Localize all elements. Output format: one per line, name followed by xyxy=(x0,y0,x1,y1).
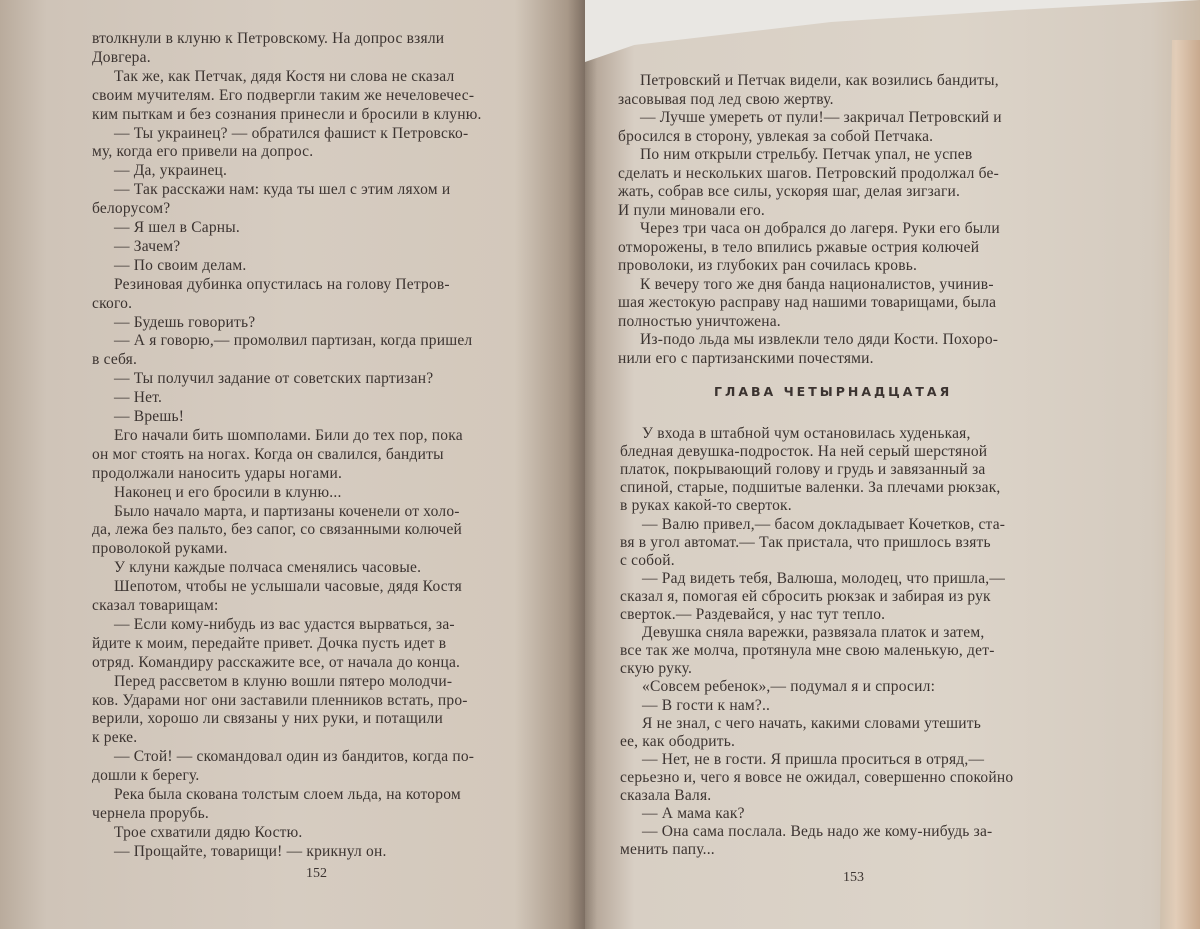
left-page-line: верили, хорошо ли связаны у них руки, и потащили xyxy=(92,710,443,728)
right-page-line: проволоки, из глубоких ран сочилась кровь. xyxy=(618,257,918,274)
left-page-line: Трое схватили дядю Костю. xyxy=(114,823,303,841)
right-page-line: Через три часа он добрался до лагеря. Руки его были xyxy=(640,220,1000,237)
right-page-line: менить папу... xyxy=(620,841,715,859)
right-page-line: сказала Валя. xyxy=(620,787,712,804)
left-page-line: йдите к моим, передайте привет. Дочка пусть идет в xyxy=(92,634,447,652)
right-page-line: нили его с партизанскими почестями. xyxy=(618,349,874,367)
left-page-line: сказал товарищам: xyxy=(92,597,219,614)
left-page-line: — Зачем? xyxy=(114,237,181,255)
right-page-line: сделать и нескольких шагов. Петровский продолжал бе- xyxy=(618,164,999,182)
right-page-line: — Нет, не в гости. Я пришла проситься в отряд,— xyxy=(642,750,985,768)
right-page-line: серьезно и, чего я вовсе не ожидал, совершенно спокойно xyxy=(620,768,1014,786)
right-page-line: с собой. xyxy=(620,551,675,569)
right-page-line: полностью уничтожена. xyxy=(618,312,781,330)
right-page-line: У входа в штабной чум остановилась худенькая, xyxy=(642,425,971,442)
left-page-line: ким пыткам и без сознания принесли и бросили в клуню. xyxy=(92,105,482,123)
left-page-line: ков. Ударами ног они заставили пленников встать, про- xyxy=(92,691,468,709)
right-page-line: бросился в сторону, увлекая за собой Петчака. xyxy=(618,127,934,145)
left-page-line: белорусом? xyxy=(92,200,171,218)
left-page-line: чернела прорубь. xyxy=(92,804,210,822)
left-page-line: к реке. xyxy=(92,729,138,747)
right-page-line: — Она сама послала. Ведь надо же кому-нибудь за- xyxy=(642,823,993,841)
left-page-line: отряд. Командиру расскажите все, от начала до конца. xyxy=(92,653,461,671)
right-page-line: И пули миновали его. xyxy=(618,201,765,219)
left-page-line: ского. xyxy=(92,294,133,312)
left-page-line: — Если кому-нибудь из вас удастся вырваться, за- xyxy=(114,615,455,633)
left-page-line: втолкнули в клуню к Петровскому. На допрос взяли xyxy=(92,30,445,47)
right-page-line: ее, как ободрить. xyxy=(620,732,736,750)
right-page-line: Я не знал, с чего начать, какими словами утешить xyxy=(642,714,982,732)
right-page-line: Из-подо льда мы извлекли тело дяди Кости. Похоро- xyxy=(640,331,999,348)
left-page-line: — Ты получил задание от советских партизан? xyxy=(114,370,434,388)
right-page-line: жать, собрав все силы, ускоряя шаг, делая зигзаги. xyxy=(618,183,961,200)
right-page-line: бледная девушка-подросток. На ней серый шерстяной xyxy=(620,443,988,461)
left-page-line: — Прощайте, товарищи! — крикнул он. xyxy=(114,842,387,860)
page-number-right: 153 xyxy=(843,870,864,885)
right-page-line: — Лучше умереть от пули!— закричал Петровский и xyxy=(640,109,1002,126)
right-page-line: отморожены, в тело впились ржавые острия колючей xyxy=(618,238,980,256)
left-page-line: Довгера. xyxy=(92,48,151,66)
left-page-line: да, лежа без пальто, без сапог, со связанными колючей xyxy=(92,521,463,539)
left-page-line: — Я шел в Сарны. xyxy=(114,219,240,236)
right-page-line: К вечеру того же дня банда националистов, учинив- xyxy=(640,275,994,293)
left-page-line: проволокой руками. xyxy=(92,540,228,558)
right-page-line: По ним открыли стрельбу. Петчак упал, не успев xyxy=(640,146,973,163)
right-page-line: — А мама как? xyxy=(642,805,745,823)
right-page-line: Петровский и Петчак видели, как возились бандиты, xyxy=(640,72,999,89)
left-page-line: своим мучителям. Его подвергли таким же нечеловечес- xyxy=(92,86,475,104)
left-page-line: Так же, как Петчак, дядя Костя ни слова не сказал xyxy=(114,67,455,85)
left-page-line: — По своим делам. xyxy=(114,256,247,274)
left-page-line: Река была скована толстым слоем льда, на котором xyxy=(114,786,461,803)
left-page-line: продолжали наносить удары ногами. xyxy=(92,464,343,482)
left-page-line: — Нет. xyxy=(114,389,163,407)
right-page-line: платок, покрывающий голову и грудь и завязанный за xyxy=(620,461,986,479)
left-page-line: — Стой! — скомандовал один из бандитов, когда по- xyxy=(114,748,475,766)
left-page-line: в себя. xyxy=(92,351,138,369)
right-page-line: — Рад видеть тебя, Валюша, молодец, что пришла,— xyxy=(642,569,1006,587)
right-page-line: все так же молча, протянула мне свою маленькую, дет- xyxy=(620,642,995,660)
left-page-line: му, когда его привели на допрос. xyxy=(92,143,314,161)
right-page-line: шая жестокую расправу над нашими товарищами, была xyxy=(618,294,997,311)
left-page-line: Было начало марта, и партизаны коченели от холо- xyxy=(114,502,460,520)
right-page-line: в руках какой-то сверток. xyxy=(620,497,792,515)
right-page-line: вя в угол автомат.— Так пристала, что пришлось взять xyxy=(620,533,991,551)
left-page-line: Резиновая дубинка опустилась на голову Петров- xyxy=(114,275,450,293)
left-page-line: — Ты украинец? — обратился фашист к Петровско- xyxy=(114,124,469,142)
left-page-line: Шепотом, чтобы не услышали часовые, дядя Костя xyxy=(114,578,462,596)
left-page-line: — Врешь! xyxy=(114,408,185,425)
right-page-line: Девушка сняла варежки, развязала платок и затем, xyxy=(642,624,985,642)
right-page-line: спиной, старые, подшитые валенки. За плечами рюкзак, xyxy=(620,479,1001,497)
right-page-line: засовывая под лед свою жертву. xyxy=(618,90,834,108)
right-page-line: скую руку. xyxy=(620,660,693,678)
right-page-line: сказал я, помогая ей сбросить рюкзак и забирая из рук xyxy=(620,587,991,605)
left-page-line: — А я говорю,— промолвил партизан, когда пришел xyxy=(114,332,473,350)
chapter-heading: ГЛАВА ЧЕТЫРНАДЦАТАЯ xyxy=(714,384,953,399)
right-page-line: «Совсем ребенок»,— подумал я и спросил: xyxy=(642,678,936,696)
left-page-line: дошли к берегу. xyxy=(92,767,200,785)
left-page-line: Его начали бить шомполами. Били до тех пор, пока xyxy=(114,426,463,444)
left-page-line: — Так расскажи нам: куда ты шел с этим ляхом и xyxy=(114,181,451,199)
left-page-line: Наконец и его бросили в клуню... xyxy=(114,483,342,501)
right-page-line: сверток.— Раздевайся, у нас тут тепло. xyxy=(620,606,886,623)
left-page-line: У клуни каждые полчаса сменялись часовые. xyxy=(114,559,422,577)
left-page-line: он мог стоять на ногах. Когда он свалился, бандиты xyxy=(92,445,444,463)
right-page-line: — Валю привел,— басом докладывает Кочетков, ста- xyxy=(642,515,1006,533)
right-page-line: — В гости к нам?.. xyxy=(642,696,771,714)
left-page-line: — Будешь говорить? xyxy=(114,313,256,331)
left-page-line: — Да, украинец. xyxy=(114,162,228,180)
left-page-line: Перед рассветом в клуню вошли пятеро молодчи- xyxy=(114,672,453,690)
page-number-left: 152 xyxy=(306,866,327,881)
